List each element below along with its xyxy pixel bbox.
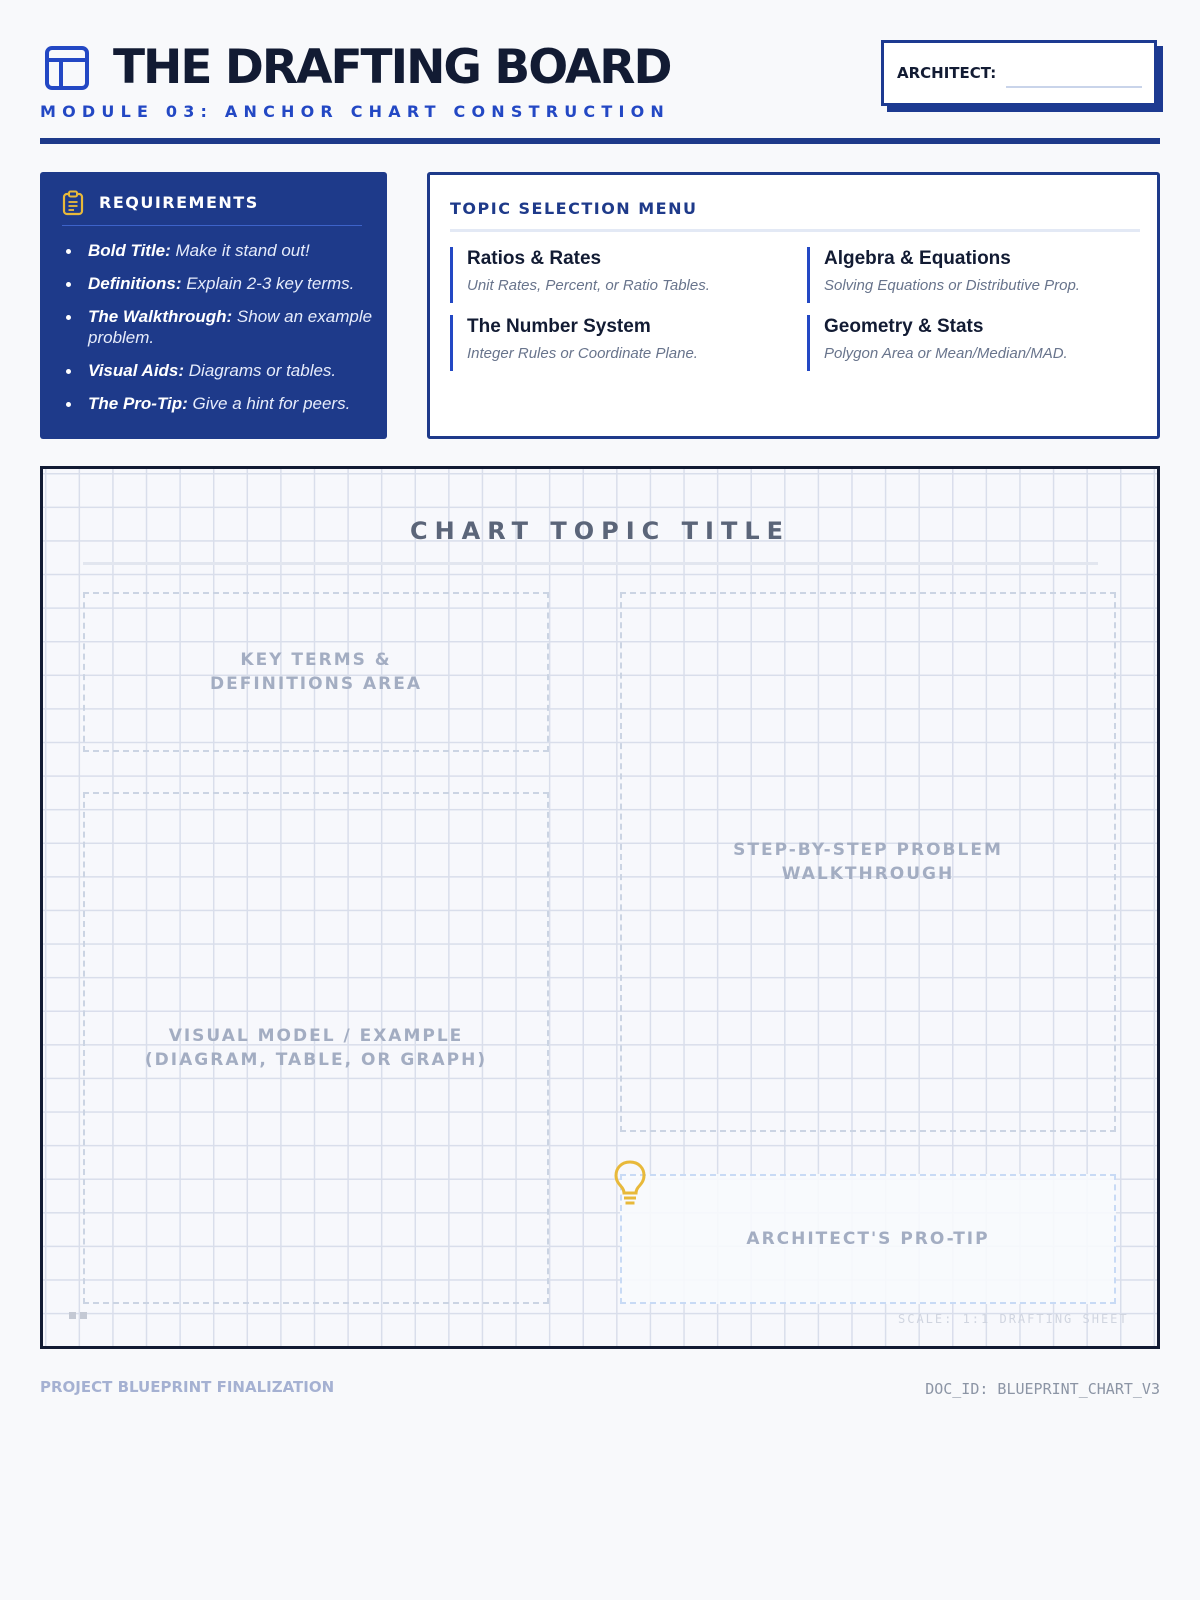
architect-name-box[interactable]: [881, 40, 1157, 106]
requirement-text: Show an example problem.: [88, 307, 373, 347]
topic-option-algebra[interactable]: [807, 247, 1137, 303]
module-subtitle: MODULE 03: ANCHOR CHART CONSTRUCTION: [40, 102, 671, 121]
requirements-panel: [40, 172, 387, 439]
drafting-grid-board[interactable]: [40, 466, 1160, 1349]
requirements-list: [88, 240, 378, 426]
topic-description: Polygon Area or Mean/Median/MAD.: [824, 345, 1068, 362]
architect-label: ARCHITECT:: [897, 64, 997, 82]
topic-option-geometry-stats[interactable]: [807, 315, 1137, 371]
corner-registration-mark: [69, 1306, 91, 1314]
requirement-term: Definitions:: [88, 274, 182, 293]
topic-menu-divider: [450, 229, 1140, 232]
lightbulb-icon: [613, 1159, 647, 1207]
layout-icon: [44, 45, 90, 91]
topic-selection-menu: [427, 172, 1160, 439]
requirement-text: Diagrams or tables.: [184, 361, 337, 380]
topic-description: Integer Rules or Coordinate Plane.: [467, 345, 698, 362]
worksheet-page: [40, 0, 1160, 1600]
scale-label: SCALE: 1:1 DRAFTING SHEET: [898, 1312, 1129, 1326]
header: [40, 40, 1160, 146]
clipboard-icon: [62, 190, 84, 216]
topic-name: Geometry & Stats: [824, 316, 984, 337]
topic-description: Solving Equations or Distributive Prop.: [824, 277, 1080, 294]
requirement-term: Visual Aids:: [88, 361, 185, 380]
requirement-item: [88, 306, 378, 348]
pro-tip-zone[interactable]: ARCHITECT'S PRO-TIP: [620, 1174, 1116, 1304]
requirement-term: The Pro-Tip:: [88, 394, 188, 413]
requirement-text: Give a hint for peers.: [187, 394, 351, 413]
page-title: THE DRAFTING BOARD: [113, 40, 671, 95]
topic-name: Algebra & Equations: [824, 248, 1011, 269]
requirements-title: REQUIREMENTS: [99, 193, 259, 212]
chart-title-underline: [83, 562, 1098, 565]
requirement-item: [88, 360, 378, 381]
requirement-text: Explain 2-3 key terms.: [181, 274, 355, 293]
footer-doc-id: DOC_ID: BLUEPRINT_CHART_V3: [925, 1380, 1160, 1398]
visual-model-zone[interactable]: VISUAL MODEL / EXAMPLE (DIAGRAM, TABLE, OR GRAPH): [83, 792, 549, 1304]
requirements-header: [62, 190, 362, 226]
topic-option-number-system[interactable]: [450, 315, 780, 371]
architect-name-line[interactable]: [1006, 86, 1142, 88]
topic-menu-title: TOPIC SELECTION MENU: [450, 199, 698, 218]
requirement-item: [88, 393, 378, 414]
footer-project-label: PROJECT BLUEPRINT FINALIZATION: [40, 1378, 335, 1396]
topic-name: The Number System: [467, 316, 651, 337]
walkthrough-zone[interactable]: STEP-BY-STEP PROBLEM WALKTHROUGH: [620, 592, 1116, 1132]
requirement-term: The Walkthrough:: [88, 307, 233, 326]
chart-topic-title[interactable]: CHART TOPIC TITLE: [409, 517, 791, 545]
requirement-item: [88, 240, 378, 261]
requirement-item: [88, 273, 378, 294]
topic-name: Ratios & Rates: [467, 248, 602, 269]
definitions-zone[interactable]: KEY TERMS & DEFINITIONS AREA: [83, 592, 549, 752]
topic-description: Unit Rates, Percent, or Ratio Tables.: [467, 277, 710, 294]
requirement-text: Make it stand out!: [170, 241, 310, 260]
requirement-term: Bold Title:: [88, 241, 171, 260]
topic-option-ratios[interactable]: [450, 247, 780, 303]
header-divider: [40, 138, 1160, 144]
